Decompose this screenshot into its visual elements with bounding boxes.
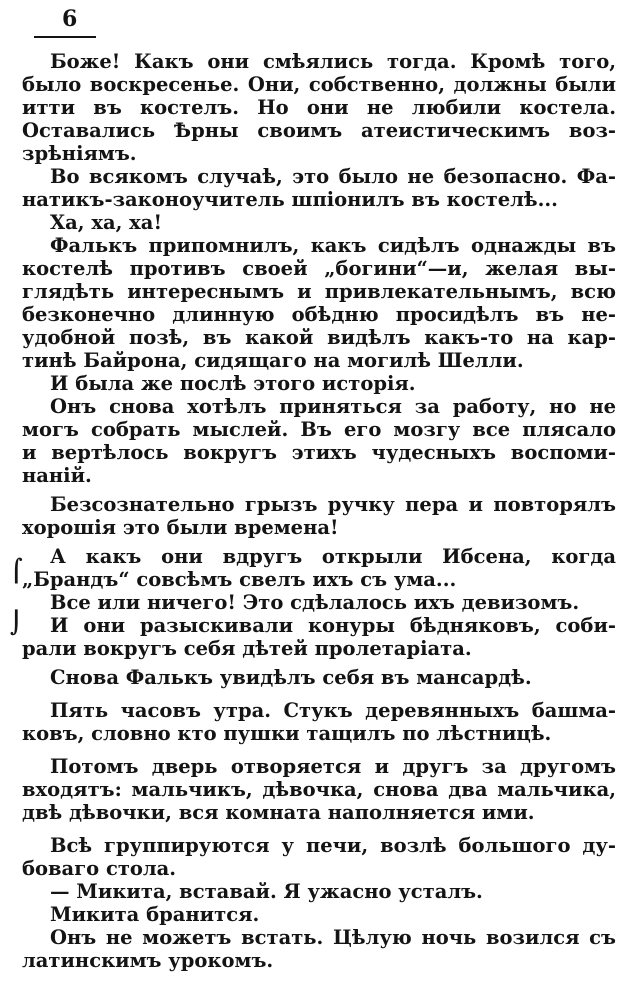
paragraph <box>22 234 616 372</box>
text-line: итти въ костелъ. Но они не любили костела. <box>22 96 616 119</box>
text-line: Онъ не можетъ встать. Цѣлую ночь возился съ <box>50 926 616 949</box>
text-line: Снова Фалькъ увидѣлъ себя въ мансардѣ. <box>50 666 532 689</box>
text-line: — Микита, вставай. Я ужасно усталъ. <box>50 880 483 903</box>
text-line: и вертѣлось вокругъ этихъ чудесныхъ воспоми- <box>22 441 616 464</box>
text-line: удобной позѣ, въ какой видѣлъ какъ-то на кар- <box>22 326 616 349</box>
paragraph <box>22 834 616 880</box>
paragraph <box>22 666 616 689</box>
paragraph <box>22 395 616 487</box>
text-line: Все или ничего! Это сдѣлалось ихъ девизомъ. <box>50 591 580 614</box>
text-line: И они разыскивали конуры бѣдняковъ, соби- <box>50 614 616 637</box>
text-line: Всѣ группируются у печи, возлѣ большого ду- <box>50 834 616 857</box>
text-line: „Брандъ“ совсѣмъ свелъ ихъ съ ума... <box>22 568 457 591</box>
text-line: ковъ, словно кто пушки тащилъ по лѣстницѣ. <box>22 722 552 745</box>
paragraph <box>22 614 616 660</box>
paragraph <box>22 903 616 926</box>
paragraph <box>22 50 616 165</box>
text-line: зрѣніямъ. <box>22 142 137 165</box>
text-line: Онъ снова хотѣлъ приняться за работу, но не <box>50 395 616 418</box>
text-line: могъ собрать мыслей. Въ его мозгу все плясало <box>22 418 616 441</box>
text-line: Безсознательно грызъ ручку пера и повторялъ <box>50 493 616 516</box>
text-line: натикъ-законоучитель шпіонилъ въ костелѣ... <box>22 188 558 211</box>
body-text <box>22 50 616 972</box>
margin-bracket-mark: ⌡ <box>10 610 23 636</box>
text-line: наній. <box>22 464 92 487</box>
text-line: безконечно длинную обѣдню просидѣлъ въ не- <box>22 303 616 326</box>
text-line: тинѣ Байрона, сидящаго на могилѣ Шелли. <box>22 349 524 372</box>
paragraph <box>22 755 616 824</box>
text-line: Ха, ха, ха! <box>50 211 163 234</box>
paragraph <box>22 699 616 745</box>
paragraph <box>22 545 616 591</box>
margin-bracket-mark: ⌠ <box>10 558 23 584</box>
text-line: хорошія это были времена! <box>22 516 339 539</box>
paragraph <box>22 493 616 539</box>
text-line: Боже! Какъ они смѣялись тогда. Кромѣ того, <box>50 50 616 73</box>
text-line: двѣ дѣвочки, вся комната наполняется ими. <box>22 801 535 824</box>
text-line: Во всякомъ случаѣ, это было не безопасно. Фа- <box>50 165 616 188</box>
text-line: рали вокругъ себя дѣтей пролетаріата. <box>22 637 472 660</box>
paragraph <box>22 165 616 211</box>
text-line: костелѣ противъ своей „богини“—и, желая вы- <box>22 257 616 280</box>
paragraph <box>22 926 616 972</box>
text-line: входятъ: мальчикъ, дѣвочка, снова два мальчика, <box>22 778 616 801</box>
text-line: И была же послѣ этого исторія. <box>50 372 416 395</box>
page-number: 6 <box>62 6 78 32</box>
text-line: Пять часовъ утра. Стукъ деревянныхъ башма- <box>50 699 616 722</box>
paragraph <box>22 211 616 234</box>
text-line: латинскимъ урокомъ. <box>22 949 274 972</box>
text-line: было воскресенье. Они, собственно, должны были <box>22 73 616 96</box>
text-line: Микита бранится. <box>50 903 260 926</box>
text-line: глядѣть интереснымъ и привлекательнымъ, всю <box>22 280 616 303</box>
header-rule <box>34 36 96 38</box>
text-line: Фалькъ припомнилъ, какъ сидѣлъ однажды въ <box>50 234 616 257</box>
paragraph <box>22 880 616 903</box>
text-line: Оставались Ѣрны своимъ атеистическимъ воз- <box>22 119 616 142</box>
paragraph <box>22 372 616 395</box>
text-line: А какъ они вдругъ открыли Ибсена, когда <box>50 545 616 568</box>
paragraph <box>22 591 616 614</box>
text-line: Потомъ дверь отворяется и другъ за другомъ <box>50 755 616 778</box>
text-line: боваго стола. <box>22 857 177 880</box>
